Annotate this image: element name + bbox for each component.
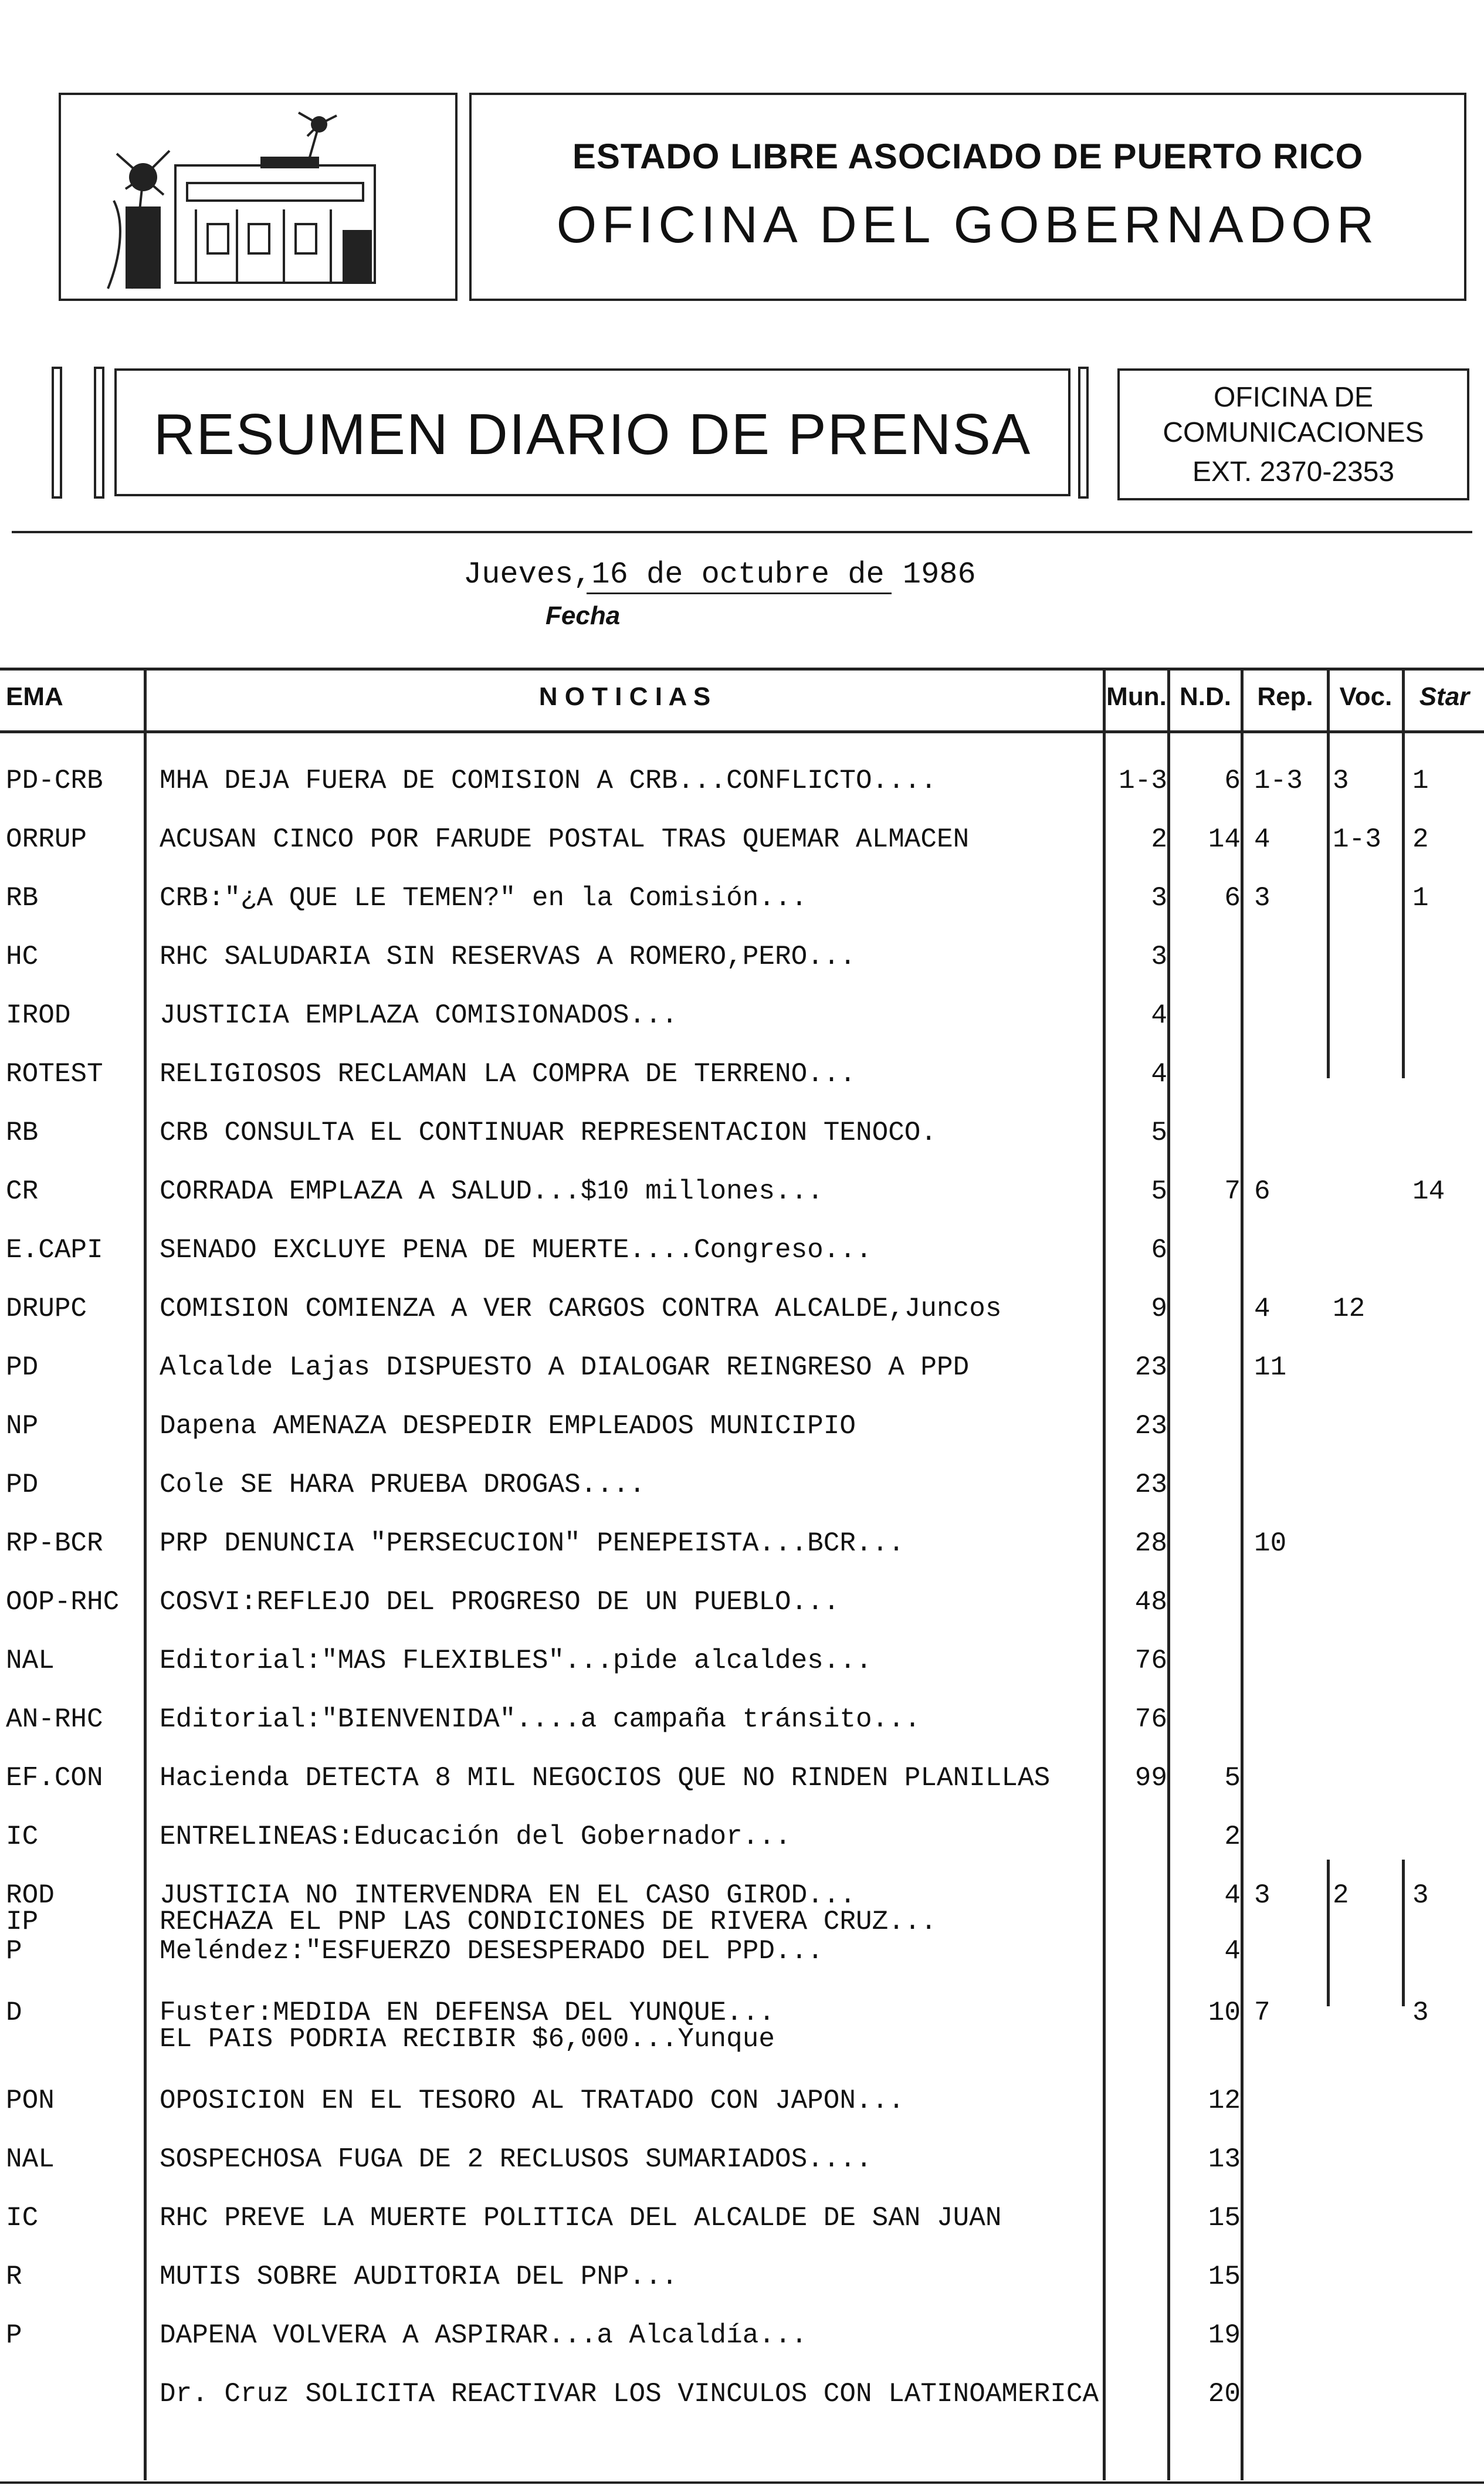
table-row — [0, 1587, 1484, 1645]
cell-noticia: MUTIS SOBRE AUDITORIA DEL PNP... — [160, 2261, 678, 2292]
cell-noticia: Fuster:MEDIDA EN DEFENSA DEL YUNQUE... — [160, 1997, 775, 2028]
cell-tema: E.CAPI — [6, 1235, 103, 1265]
cell-noticia: SENADO EXCLUYE PENA DE MUERTE....Congreso... — [160, 1235, 872, 1265]
office-title: OFICINA DEL GOBERNADOR — [556, 195, 1380, 253]
table-row — [0, 2144, 1484, 2203]
column-header-noticias: N O T I C I A S — [538, 682, 711, 711]
cell-nd: 7 — [1224, 1176, 1241, 1207]
cell-star: 14 — [1412, 1176, 1445, 1207]
cell-noticia: COSVI:REFLEJO DEL PROGRESO DE UN PUEBLO... — [160, 1587, 840, 1617]
cell-mun: 28 — [1134, 1528, 1167, 1559]
cell-voc: 1-3 — [1333, 824, 1381, 855]
cell-mun: 9 — [1151, 1294, 1167, 1324]
cell-noticia: MHA DEJA FUERA DE COMISION A CRB...CONFLICTO.... — [160, 766, 937, 796]
divider — [12, 531, 1472, 533]
cell-mun: 48 — [1134, 1587, 1167, 1617]
cell-star: 1 — [1412, 883, 1429, 913]
column-header-nd: N.D. — [1180, 682, 1231, 711]
cell-tema: RB — [6, 1118, 39, 1148]
cell-tema: PD — [6, 1352, 39, 1383]
cell-noticia: RHC SALUDARIA SIN RESERVAS A ROMERO,PERO... — [160, 942, 856, 972]
cell-nd: 4 — [1224, 1880, 1241, 1911]
cell-tema: IC — [6, 1821, 39, 1852]
table-row — [0, 2024, 1484, 2083]
cell-noticia: RECHAZA EL PNP LAS CONDICIONES DE RIVERA CRUZ... — [160, 1907, 937, 1937]
cell-tema: ROD — [6, 1880, 55, 1911]
cell-rep: 3 — [1254, 883, 1270, 913]
cell-tema: ORRUP — [6, 824, 87, 855]
decorative-bar — [52, 367, 62, 499]
table-row — [0, 1936, 1484, 1995]
cell-nd: 5 — [1224, 1763, 1241, 1793]
cell-rep: 4 — [1254, 824, 1270, 855]
cell-tema: DRUPC — [6, 1294, 87, 1324]
cell-rep: 3 — [1254, 1880, 1270, 1911]
cell-noticia: CRB CONSULTA EL CONTINUAR REPRESENTACION TENOCO. — [160, 1118, 937, 1148]
cell-tema: RP-BCR — [6, 1528, 103, 1559]
cell-mun: 76 — [1134, 1645, 1167, 1676]
cell-rep: 7 — [1254, 1997, 1270, 2028]
table-row — [0, 2203, 1484, 2261]
table-row — [0, 766, 1484, 824]
cell-noticia: Editorial:"BIENVENIDA"....a campaña tránsito... — [160, 1704, 921, 1735]
cell-nd: 19 — [1208, 2320, 1241, 2351]
column-header-rep: Rep. — [1257, 682, 1313, 711]
cell-nd: 13 — [1208, 2144, 1241, 2175]
cell-nd: 6 — [1224, 883, 1241, 913]
table-row — [0, 1000, 1484, 1059]
table-top-border — [0, 668, 1484, 671]
cell-tema: NAL — [6, 2144, 55, 2175]
cell-noticia: PRP DENUNCIA "PERSECUCION" PENEPEISTA...BCR... — [160, 1528, 904, 1559]
cell-tema: AN-RHC — [6, 1704, 103, 1735]
table-row — [0, 1470, 1484, 1528]
table-row — [0, 2085, 1484, 2144]
cell-nd: 4 — [1224, 1936, 1241, 1966]
cell-mun: 99 — [1134, 1763, 1167, 1793]
cell-tema: PD — [6, 1470, 39, 1500]
cell-mun: 2 — [1151, 824, 1167, 855]
cell-rep: 10 — [1254, 1528, 1287, 1559]
decorative-bar — [94, 367, 104, 499]
table-row — [0, 1763, 1484, 1821]
cell-nd: 15 — [1208, 2203, 1241, 2233]
cell-star: 1 — [1412, 766, 1429, 796]
table-row — [0, 2379, 1484, 2437]
cell-tema: CR — [6, 1176, 39, 1207]
cell-noticia: Dr. Cruz SOLICITA REACTIVAR LOS VINCULOS CON LATINOAMERICA — [160, 2379, 1099, 2409]
cell-voc: 2 — [1333, 1880, 1349, 1911]
cell-noticia: Hacienda DETECTA 8 MIL NEGOCIOS QUE NO RINDEN PLANILLAS — [160, 1763, 1051, 1793]
cell-rep: 11 — [1254, 1352, 1287, 1383]
table-row — [0, 942, 1484, 1000]
cell-tema: OOP-RHC — [6, 1587, 120, 1617]
table-row — [0, 1235, 1484, 1294]
cell-tema: PD-CRB — [6, 766, 103, 796]
cell-mun: 76 — [1134, 1704, 1167, 1735]
cell-tema: R — [6, 2261, 22, 2292]
cell-mun: 3 — [1151, 942, 1167, 972]
column-header-mun: Mun. — [1106, 682, 1167, 711]
table-header-border — [0, 730, 1484, 733]
report-date: Jueves,16 de octubre de 1986 — [463, 557, 976, 592]
cell-noticia: CRB:"¿A QUE LE TEMEN?" en la Comisión... — [160, 883, 808, 913]
cell-noticia: JUSTICIA EMPLAZA COMISIONADOS... — [160, 1000, 678, 1031]
cell-noticia: Alcalde Lajas DISPUESTO A DIALOGAR REINGRESO A PPD — [160, 1352, 970, 1383]
comm-extension: EXT. 2370-2353 — [1192, 456, 1395, 487]
cell-tema: EF.CON — [6, 1763, 103, 1793]
cell-tema: RB — [6, 883, 39, 913]
table-row — [0, 1528, 1484, 1587]
cell-noticia: OPOSICION EN EL TESORO AL TRATADO CON JAPON... — [160, 2085, 904, 2116]
cell-noticia: Meléndez:"ESFUERZO DESESPERADO DEL PPD... — [160, 1936, 824, 1966]
cell-nd: 12 — [1208, 2085, 1241, 2116]
table-row — [0, 1821, 1484, 1880]
table-row — [0, 2320, 1484, 2379]
cell-rep: 6 — [1254, 1176, 1270, 1207]
cell-rep: 1-3 — [1254, 766, 1303, 796]
cell-noticia: SOSPECHOSA FUGA DE 2 RECLUSOS SUMARIADOS.... — [160, 2144, 872, 2175]
banner-frame — [114, 368, 1070, 496]
cell-noticia: RELIGIOSOS RECLAMAN LA COMPRA DE TERRENO... — [160, 1059, 856, 1089]
cell-mun: 4 — [1151, 1059, 1167, 1089]
cell-noticia: CORRADA EMPLAZA A SALUD...$10 millones... — [160, 1176, 824, 1207]
cell-star: 2 — [1412, 824, 1429, 855]
column-header-star: Star — [1419, 682, 1470, 711]
cell-noticia: EL PAIS PODRIA RECIBIR $6,000...Yunque — [160, 2024, 775, 2054]
table-row — [0, 1411, 1484, 1470]
comm-line-1: OFICINA DE — [1213, 382, 1374, 413]
cell-tema: IP — [6, 1907, 39, 1937]
cell-tema: PON — [6, 2085, 55, 2116]
date-underline — [587, 592, 892, 594]
table-row — [0, 2261, 1484, 2320]
cell-tema: IC — [6, 2203, 39, 2233]
cell-nd: 15 — [1208, 2261, 1241, 2292]
table-row — [0, 883, 1484, 942]
cell-tema: NP — [6, 1411, 39, 1441]
cell-tema: D — [6, 1997, 22, 2028]
cell-noticia: DAPENA VOLVERA A ASPIRAR...a Alcaldía... — [160, 2320, 808, 2351]
cell-mun: 23 — [1134, 1411, 1167, 1441]
cell-noticia: RHC PREVE LA MUERTE POLITICA DEL ALCALDE DE SAN JUAN — [160, 2203, 1002, 2233]
table-row — [0, 1059, 1484, 1118]
cell-mun: 1-3 — [1119, 766, 1167, 796]
cell-voc: 3 — [1333, 766, 1349, 796]
table-row — [0, 1352, 1484, 1411]
cell-mun: 4 — [1151, 1000, 1167, 1031]
table-row — [0, 1704, 1484, 1763]
cell-mun: 5 — [1151, 1118, 1167, 1148]
cell-noticia: Cole SE HARA PRUEBA DROGAS.... — [160, 1470, 646, 1500]
cell-nd: 14 — [1208, 824, 1241, 855]
cell-noticia: Dapena AMENAZA DESPEDIR EMPLEADOS MUNICIPIO — [160, 1411, 856, 1441]
table-row — [0, 1176, 1484, 1235]
cell-tema: HC — [6, 942, 39, 972]
cell-noticia: Editorial:"MAS FLEXIBLES"...pide alcaldes... — [160, 1645, 872, 1676]
date-label: Fecha — [546, 601, 621, 630]
banner-title: RESUMEN DIARIO DE PRENSA — [153, 402, 1032, 466]
cell-noticia: COMISION COMIENZA A VER CARGOS CONTRA ALCALDE,Juncos — [160, 1294, 1002, 1324]
cell-voc: 12 — [1333, 1294, 1366, 1324]
cell-noticia: JUSTICIA NO INTERVENDRA EN EL CASO GIROD... — [160, 1880, 856, 1911]
decorative-bar — [1078, 367, 1089, 499]
cell-nd: 6 — [1224, 766, 1241, 796]
cell-mun: 3 — [1151, 883, 1167, 913]
logo-frame — [59, 93, 458, 301]
column-header-voc: Voc. — [1339, 682, 1392, 711]
cell-mun: 23 — [1134, 1470, 1167, 1500]
table-row — [0, 1645, 1484, 1704]
cell-tema: IROD — [6, 1000, 71, 1031]
cell-mun: 23 — [1134, 1352, 1167, 1383]
cell-tema: P — [6, 1936, 22, 1966]
cell-nd: 10 — [1208, 1997, 1241, 2028]
comm-line-2: COMUNICACIONES — [1163, 417, 1424, 448]
communications-frame — [1117, 368, 1469, 500]
cell-nd: 2 — [1224, 1821, 1241, 1852]
table-row — [0, 1294, 1484, 1352]
cell-mun: 5 — [1151, 1176, 1167, 1207]
table-bottom-border — [0, 2481, 1484, 2484]
cell-star: 3 — [1412, 1880, 1429, 1911]
table-row — [0, 824, 1484, 883]
cell-rep: 4 — [1254, 1294, 1270, 1324]
cell-noticia: ACUSAN CINCO POR FARUDE POSTAL TRAS QUEMAR ALMACEN — [160, 824, 970, 855]
government-title-frame — [469, 93, 1466, 301]
cell-tema: ROTEST — [6, 1059, 103, 1089]
cell-nd: 20 — [1208, 2379, 1241, 2409]
cell-mun: 6 — [1151, 1235, 1167, 1265]
cell-tema: NAL — [6, 1645, 55, 1676]
commonwealth-title: ESTADO LIBRE ASOCIADO DE PUERTO RICO — [572, 137, 1364, 176]
cell-star: 3 — [1412, 1997, 1429, 2028]
table-row — [0, 1118, 1484, 1176]
column-header-tema: EMA — [6, 682, 63, 711]
cell-tema: P — [6, 2320, 22, 2351]
cell-noticia: ENTRELINEAS:Educación del Gobernador... — [160, 1821, 791, 1852]
building-logo-icon — [61, 95, 455, 299]
